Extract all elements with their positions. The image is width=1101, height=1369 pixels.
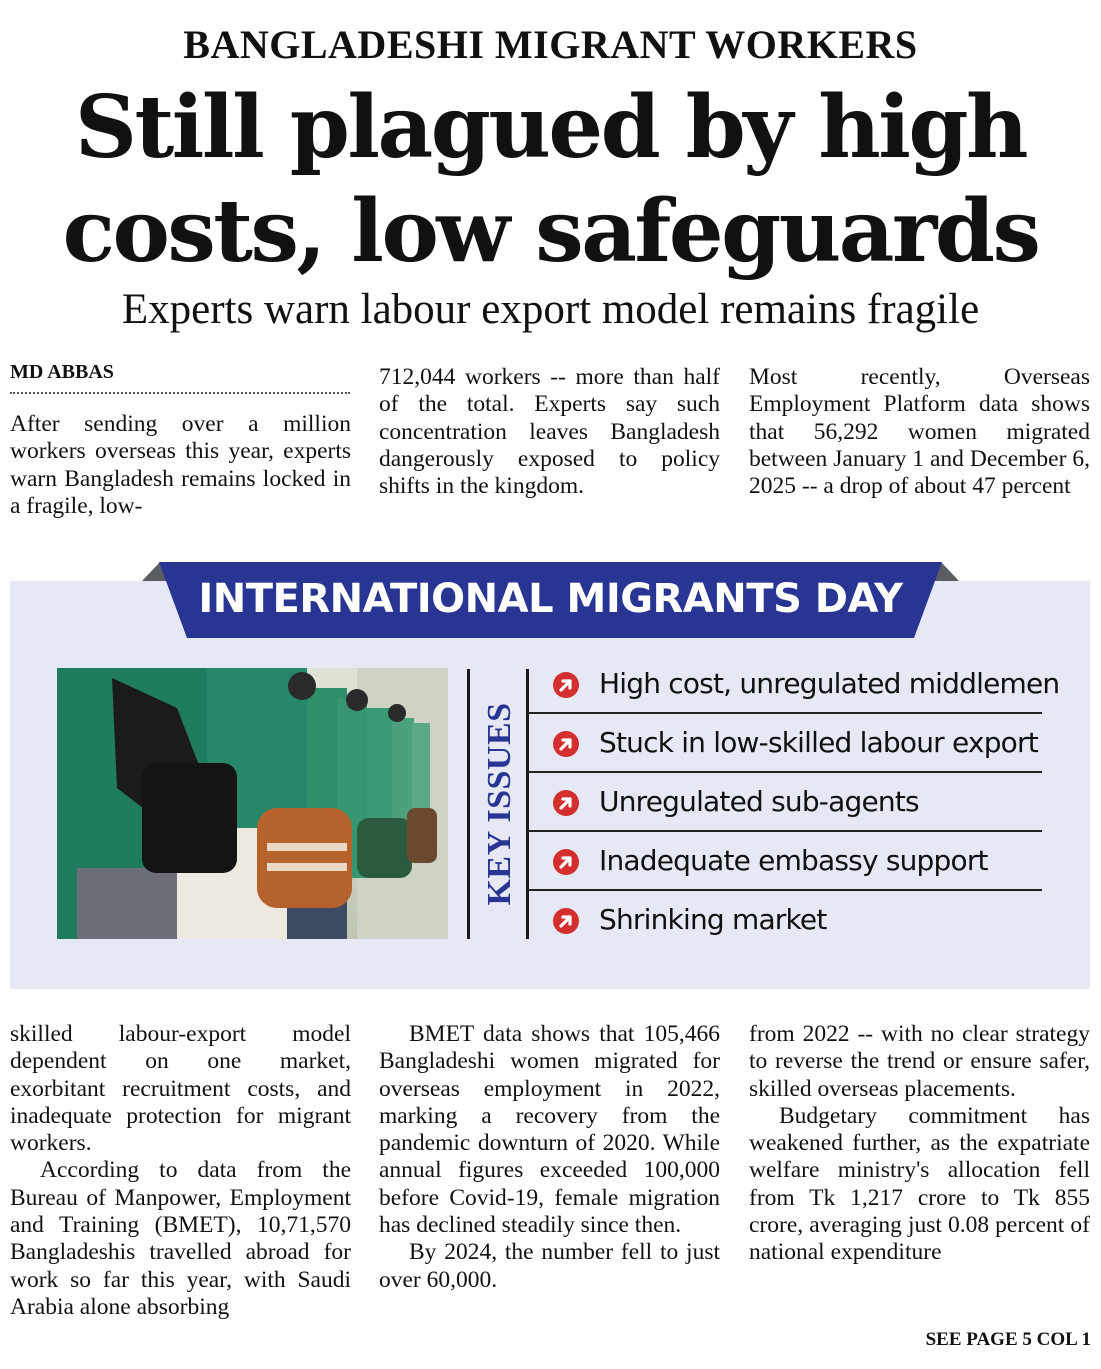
headline-line-2: costs, low safeguards (62, 181, 1039, 282)
issue-separator (528, 889, 1042, 891)
arrow-circle-icon (552, 730, 580, 758)
kicker: BANGLADESHI MIGRANT WORKERS (183, 22, 918, 67)
issue-separator (528, 830, 1042, 832)
headline (0, 76, 1101, 284)
issue-item (528, 892, 1042, 950)
issue-label: Unregulated sub-agents (599, 785, 919, 818)
paragraph: Most recently, Overseas Employment Platform data shows that 56,292 women migrated between January 1 and December 6, 2025 -- a drop of about 47 percent (749, 364, 1090, 500)
headline-line-1: Still plagued by high (74, 77, 1027, 178)
paragraph: from 2022 -- with no clear strategy to reverse the trend or ensure safer, skilled overseas placements. (749, 1021, 1090, 1102)
column-1-bottom (10, 1021, 351, 1361)
continuation-jump: SEE PAGE 5 COL 1 (925, 1329, 1091, 1350)
paragraph: Budgetary commitment has weakened further, as the expatriate welfare ministry's allocation fell from Tk 1,217 crore to Tk 855 crore, averaging just 0.08 percent of national expenditure (749, 1102, 1090, 1266)
issue-item (528, 656, 1060, 714)
paragraph: BMET data shows that 105,466 Bangladeshi women migrated for overseas employment in 2022, marking a recovery from the pandemic downturn of 2020. While annual figures exceeded 100,000 before Covid-19, female migration has declined steadily since then. (379, 1021, 720, 1239)
issue-item (528, 774, 1042, 832)
key-issues-label (478, 669, 522, 939)
migrant-workers-photo (57, 668, 448, 939)
issue-separator (528, 771, 1042, 773)
column-1-top (10, 411, 351, 523)
key-issues-text: KEY ISSUES (481, 702, 518, 906)
issue-label: Stuck in low-skilled labour export (599, 726, 1038, 759)
issue-item (528, 715, 1042, 773)
issue-label: Inadequate embassy support (599, 844, 988, 877)
arrow-circle-icon (552, 671, 580, 699)
column-3-bottom (749, 1021, 1090, 1331)
arrow-circle-icon (552, 848, 580, 876)
banner-title: INTERNATIONAL MIGRANTS DAY (198, 576, 903, 622)
column-2-top (379, 364, 720, 528)
paragraph: 712,044 workers -- more than half of the total. Experts say such concentration leaves Bangladesh dangerously exposed to policy shifts in the kingdom. (379, 364, 720, 500)
column-3-top (749, 364, 1090, 528)
issue-separator (528, 712, 1042, 714)
paragraph: According to data from the Bureau of Manpower, Employment and Training (BMET), 10,71,570 Bangladeshis travelled abroad for work so far this year, with Saudi Arabia alone absorbing (10, 1157, 351, 1320)
paragraph: By 2024, the number fell to just over 60,000. (379, 1239, 720, 1293)
issue-label: High cost, unregulated middlemen (599, 667, 1060, 700)
byline: MD ABBAS (10, 358, 350, 394)
key-issues-divider (467, 669, 470, 939)
deck: Experts warn labour export model remains fragile (121, 286, 980, 333)
issue-item (528, 833, 1042, 891)
paragraph: After sending over a million workers overseas this year, experts warn Bangladesh remains locked in a fragile, low- (10, 411, 351, 519)
arrow-circle-icon (552, 907, 580, 935)
arrow-circle-icon (552, 789, 580, 817)
issue-label: Shrinking market (599, 903, 827, 936)
paragraph: skilled labour-export model dependent on one market, exorbitant recruitment costs, and inadequate protection for migrant workers. (10, 1021, 351, 1157)
column-2-bottom (379, 1021, 720, 1361)
